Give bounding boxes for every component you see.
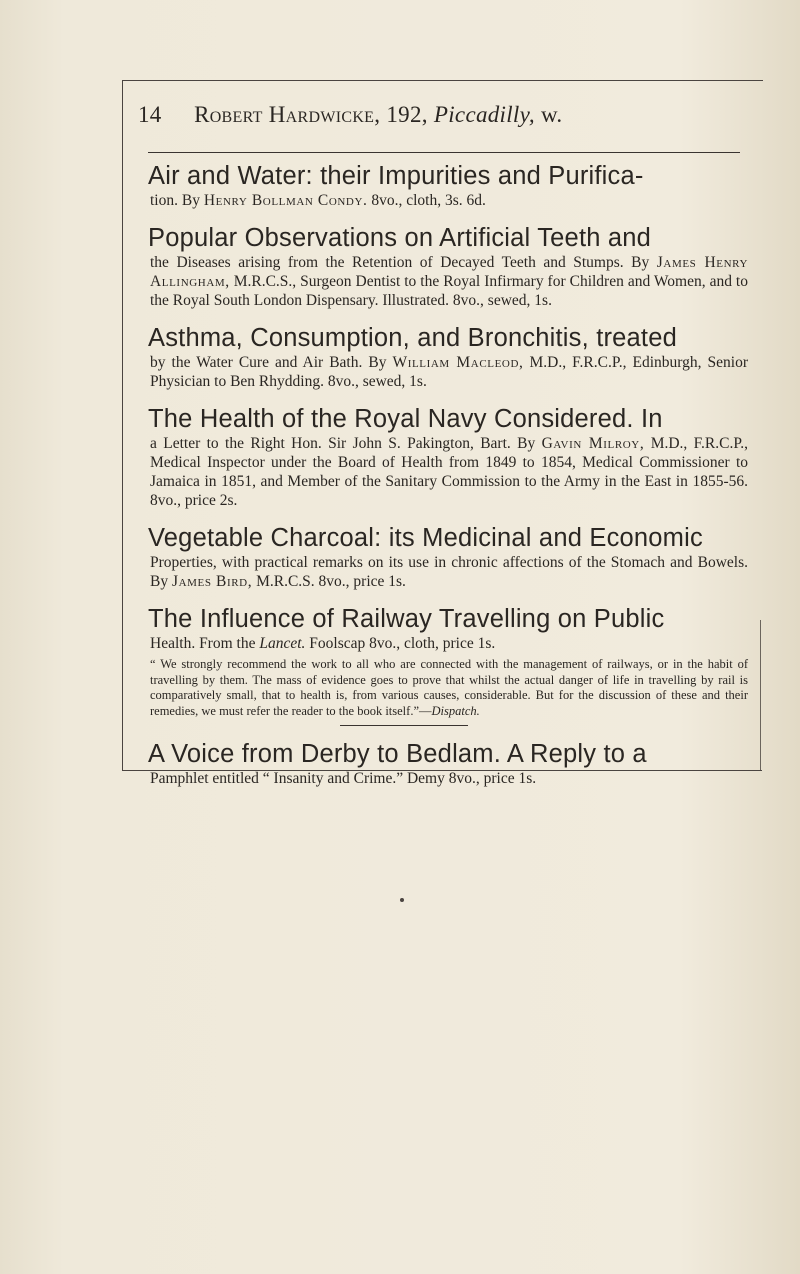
author-name: William Macleod, — [392, 354, 524, 371]
book-title: The Influence of Railway Travelling on Public — [148, 605, 665, 633]
book-entry-air-and-water — [148, 162, 748, 210]
description-text: tion. By — [150, 192, 204, 209]
publisher-district: w. — [540, 102, 563, 127]
book-title: Asthma, Consumption, and Bronchitis, treated — [148, 324, 677, 352]
book-description — [150, 634, 748, 653]
publisher-address: 192, — [386, 102, 428, 127]
book-entry-asthma — [148, 324, 748, 391]
book-description — [150, 191, 748, 210]
book-description — [150, 769, 748, 788]
author-name: Gavin Milroy, — [541, 435, 645, 452]
book-list — [148, 162, 748, 802]
description-text: Foolscap 8vo., cloth, price 1s. — [305, 635, 496, 652]
book-entry-vegetable-charcoal — [148, 524, 748, 591]
right-edge-rule — [760, 620, 761, 770]
author-name: James Bird, — [171, 573, 253, 590]
header-rule — [148, 152, 740, 153]
description-text: M.D., F.R.C.P., Medical Inspector under the Board of Health from 1849 to 1854, Medical Commissioner to Jamaica in 1851, and Member of the Sanitary Commission to the Army in the East in 1855-56. 8vo., price 2s. — [150, 435, 749, 509]
ink-speck — [400, 898, 404, 902]
description-text: Properties, with practical remarks on its use in chronic affections of the Stomach and Bowels. By — [150, 554, 748, 590]
book-description — [150, 553, 748, 591]
description-text: the Diseases arising from the Retention of Decayed Teeth and Stumps. By — [150, 254, 657, 271]
book-title: Vegetable Charcoal: its Medicinal and Economic — [148, 524, 703, 552]
book-title: Air and Water: their Impurities and Purifica- — [148, 162, 644, 190]
book-entry-royal-navy — [148, 405, 748, 510]
source-name: Lancet. — [259, 635, 306, 652]
description-text: 8vo., cloth, 3s. 6d. — [367, 192, 486, 209]
description-text: Pamphlet entitled “ Insanity and Crime.” Demy 8vo., price 1s. — [150, 770, 537, 787]
description-text: M.D., F.R.C.P., Edinburgh, Senior Physician to Ben Rhydding. 8vo., sewed, 1s. — [150, 354, 749, 390]
book-entry-artificial-teeth — [148, 224, 748, 310]
quote-text: “ We strongly recommend the work to all who are connected with the management of railways, or in the habit of travelling by them. The mass of evidence goes to prove that whilst the actual danger of life in travelling by rail is comparatively small, that to health is, from various causes, considerable. But for the discussion of these and their remedies, we must refer the reader to the book itself.”— — [150, 657, 748, 718]
author-name: Henry Bollman Condy. — [203, 192, 368, 209]
author-name: James Henry Allingham, — [150, 254, 749, 290]
quote-source: Dispatch. — [431, 703, 480, 718]
publisher-name: Robert Hardwicke, — [194, 102, 381, 127]
book-title: The Health of the Royal Navy Considered. In — [148, 405, 663, 433]
book-description — [150, 434, 748, 510]
book-entry-derby-to-bedlam — [148, 740, 748, 788]
description-text: M.R.C.S. 8vo., price 1s. — [252, 573, 406, 590]
review-quote — [150, 657, 748, 719]
description-text: M.R.C.S., Surgeon Dentist to the Royal Infirmary for Children and Women, and to the Royal South London Dispensary. Illustrated. 8vo., sewed, 1s. — [150, 273, 748, 309]
description-text: a Letter to the Right Hon. Sir John S. Pakington, Bart. By — [150, 435, 542, 452]
book-title: Popular Observations on Artificial Teeth and — [148, 224, 652, 252]
description-text: Health. From the — [150, 635, 260, 652]
book-title: A Voice from Derby to Bedlam. A Reply to a — [148, 740, 647, 768]
page-number: 14 — [138, 102, 162, 127]
section-divider — [340, 725, 468, 726]
publisher-street: Piccadilly, — [433, 102, 535, 127]
book-description — [150, 353, 748, 391]
description-text: by the Water Cure and Air Bath. By — [150, 354, 393, 371]
running-header — [138, 102, 758, 128]
book-description — [150, 253, 748, 310]
book-entry-railway-travelling — [148, 605, 748, 726]
